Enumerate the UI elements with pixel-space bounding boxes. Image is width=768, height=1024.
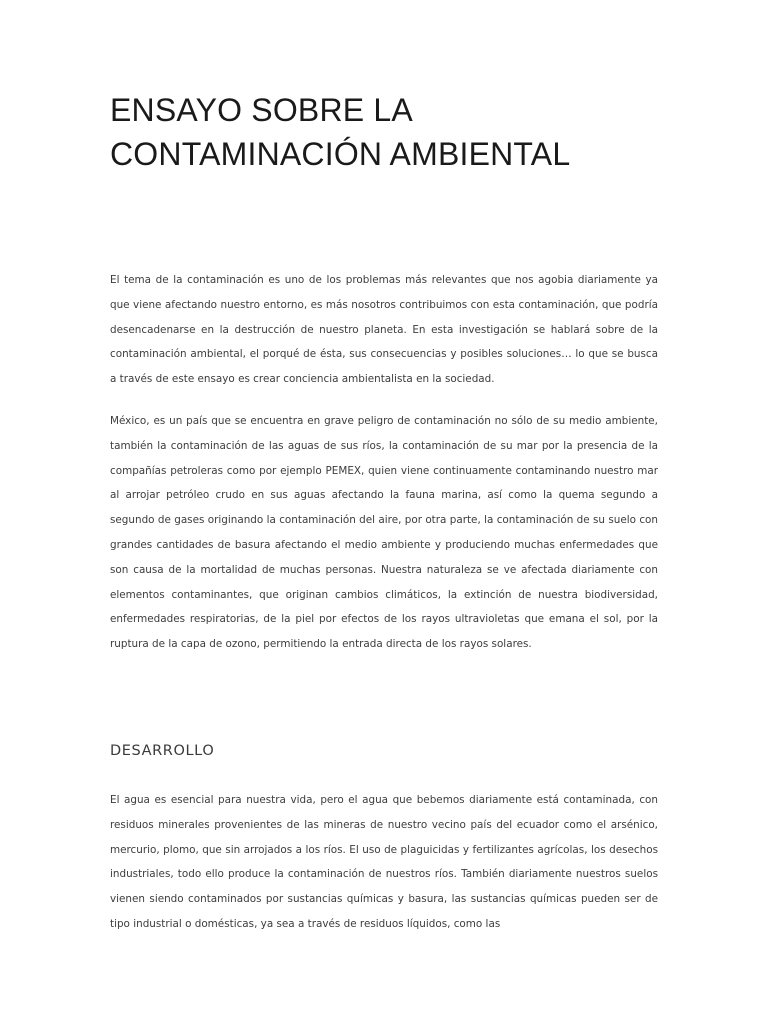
mexico-paragraph: México, es un país que se encuentra en grave peligro de contaminación no sólo de su medio ambiente, también la contaminación de las aguas de sus ríos, la contaminación de su mar por la presencia de la compañías petroleras como por ejemplo PEMEX, quien viene continuamente contaminando nuestro mar al arrojar petróleo crudo en sus aguas afectando la fauna marina, así como la quema segundo a segundo de gases originando la contaminación del aire, por otra parte, la contaminación de su suelo con grandes cantidades de basura afectando el medio ambiente y produciendo muchas enfermedades que son causa de la mortalidad de muchas personas. Nuestra naturaleza se ve afectada diariamente con elementos contaminantes, que originan cambios climáticos, la extinción de nuestra biodiversidad, enfermedades respiratorias, de la piel por efectos de los rayos ultravioletas que emana el sol, por la ruptura de la capa de ozono, permitiendo la entrada directa de los rayos solares. xyxy=(110,415,658,651)
title-line-2: CONTAMINACIÓN AMBIENTAL xyxy=(110,136,571,172)
document-title xyxy=(110,88,658,176)
desarrollo-paragraph: El agua es esencial para nuestra vida, pero el agua que bebemos diariamente está contaminada, con residuos minerales provenientes de las mineras de nuestro vecino país del ecuador como el arsénico, mercurio, plomo, que sin arrojados a los ríos. El uso de plaguicidas y fertilizantes agrícolas, los desechos industriales, todo ello produce la contaminación de nuestros ríos. También diariamente nuestros suelos vienen siendo contaminados por sustancias químicas y basura, las sustancias químicas pueden ser de tipo industrial o domésticas, ya sea a través de residuos líquidos, como las xyxy=(110,794,658,930)
section-heading-desarrollo: DESARROLLO xyxy=(110,743,215,759)
intro-paragraph: El tema de la contaminación es uno de los problemas más relevantes que nos agobia diariamente ya que viene afectando nuestro entorno, es más nosotros contribuimos con esta contaminación, que podría desencadenarse en la destrucción de nuestro planeta. En esta investigación se hablará sobre de la contaminación ambiental, el porqué de ésta, sus consecuencias y posibles soluciones… lo que se busca a través de este ensayo es crear conciencia ambientalista en la sociedad. xyxy=(110,274,658,386)
title-line-1: ENSAYO SOBRE LA xyxy=(110,92,413,128)
